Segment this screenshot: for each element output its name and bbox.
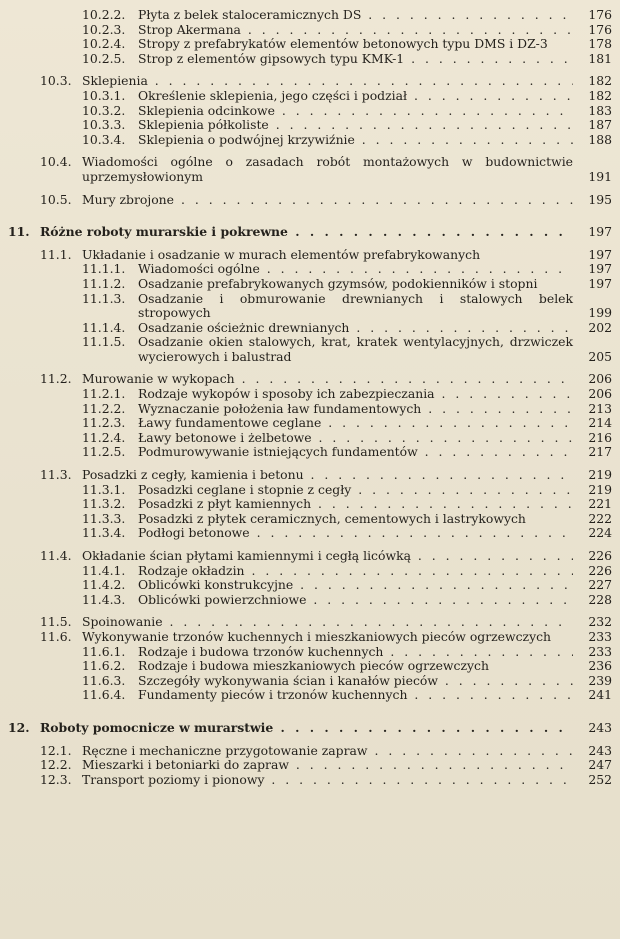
entry-page-number: 197 (588, 224, 612, 240)
entry-number: 11.1.2. (82, 275, 126, 291)
entry-number: 11.1. (40, 246, 72, 262)
entry-number: 11.4.2. (82, 577, 126, 593)
entry-number: 11.3.1. (82, 481, 126, 497)
entry-title: Stropy z prefabrykatów elementów betonowych typu DMS i DZ-3 (138, 36, 548, 52)
toc-subsection[interactable] (0, 335, 620, 364)
toc-subsection[interactable] (0, 483, 620, 498)
toc-subsection[interactable] (0, 659, 620, 674)
entry-number: 11.2.2. (82, 400, 126, 416)
entry-title: Strop z elementów gipsowych typu KMK-1 . . . (138, 52, 573, 67)
toc-chapter[interactable] (0, 721, 620, 736)
entry-page-number: 199 (588, 305, 612, 321)
entry-page-number: 197 (588, 275, 612, 291)
entry-title: Mieszarki i betoniarki do zapraw . . . (82, 758, 573, 773)
entry-number: 11.2.4. (82, 429, 126, 445)
entry-number: 10.2.4. (82, 36, 126, 52)
toc-subsection[interactable] (0, 52, 620, 67)
entry-title: Murowanie w wykopach . . . (82, 372, 573, 387)
entry-number: 11.6.2. (82, 658, 126, 674)
entry-number: 10.5. (40, 191, 72, 207)
toc-section[interactable] (0, 615, 620, 630)
section-gap (0, 364, 620, 372)
entry-page-number: 222 (588, 510, 612, 526)
entry-title: Określenie sklepienia, jego części i podział . . . (138, 89, 573, 104)
section-gap (0, 66, 620, 74)
entry-page-number: 214 (588, 415, 612, 431)
entry-page-number: 197 (588, 261, 612, 277)
entry-title: Wiadomości ogólne o zasadach robót montażowych w budownictwie uprzemysłowionym (82, 154, 573, 184)
entry-page-number: 182 (588, 73, 612, 89)
entry-page-number: 178 (588, 36, 612, 52)
entry-title: Układanie i osadzanie w murach elementów prefabrykowanych (82, 246, 481, 262)
entry-page-number: 252 (588, 771, 612, 787)
entry-number: 11.5. (40, 614, 72, 630)
toc-subsection[interactable] (0, 593, 620, 608)
entry-page-number: 176 (588, 21, 612, 37)
entry-number: 11.3. (40, 467, 72, 483)
entry-title: Różne roboty murarskie i pokrewne . . . (40, 225, 573, 240)
entry-title: Rodzaje i budowa mieszkaniowych pieców ogrzewczych (138, 658, 489, 674)
entry-number: 12.2. (40, 757, 72, 773)
entry-number: 11.1.1. (82, 261, 126, 277)
toc-subsection[interactable] (0, 262, 620, 277)
entry-title: Sklepienia . . . (82, 74, 573, 89)
entry-title: Strop Akermana . . . (138, 23, 573, 38)
entry-page-number: 182 (588, 87, 612, 103)
toc-section[interactable] (0, 468, 620, 483)
entry-title: Fundamenty pieców i trzonów kuchennych . . . (138, 688, 573, 703)
entry-number: 11.3.4. (82, 525, 126, 541)
entry-number: 12.1. (40, 742, 72, 758)
toc-section[interactable] (0, 74, 620, 89)
section-gap (0, 185, 620, 193)
entry-title: Ręczne i mechaniczne przygotowanie zapraw . . . (82, 744, 573, 759)
entry-number: 11.2.1. (82, 386, 126, 402)
entry-page-number: 206 (588, 386, 612, 402)
toc-chapter[interactable] (0, 225, 620, 240)
entry-title: Osadzanie i obmurowanie drewnianych i stalowych belek stropowych (138, 290, 573, 321)
entry-page-number: 224 (588, 525, 612, 541)
toc-subsection[interactable] (0, 104, 620, 119)
entry-page-number: 219 (588, 481, 612, 497)
toc-subsection[interactable] (0, 526, 620, 541)
entry-number: 11.3.3. (82, 510, 126, 526)
entry-page-number: 187 (588, 117, 612, 133)
entry-title: Spoinowanie . . . (82, 615, 573, 630)
entry-page-number: 243 (588, 742, 612, 758)
toc-section[interactable] (0, 549, 620, 564)
entry-page-number: 183 (588, 102, 612, 118)
entry-page-number: 202 (588, 319, 612, 335)
entry-title: Posadzki z płytek ceramicznych, cementowych i lastrykowych (138, 510, 526, 526)
entry-title: Płyta z belek staloceramicznych DS . . . (138, 8, 573, 23)
entry-title: Oblicówki powierzchniowe . . . (138, 593, 573, 608)
toc-section[interactable] (0, 155, 620, 184)
entry-title: Oblicówki konstrukcyjne . . . (138, 578, 573, 593)
entry-title: Rodzaje i budowa trzonów kuchennych . . . (138, 645, 573, 660)
section-gap (0, 703, 620, 721)
entry-number: 10.3. (40, 73, 72, 89)
toc-subsection[interactable] (0, 37, 620, 52)
section-gap (0, 541, 620, 549)
entry-number: 11.6. (40, 628, 72, 644)
entry-title: Mury zbrojone . . . (82, 193, 573, 208)
toc-subsection[interactable] (0, 564, 620, 579)
toc-subsection[interactable] (0, 416, 620, 431)
entry-title: Ławy betonowe i żelbetowe . . . (138, 431, 573, 446)
entry-number: 11.6.1. (82, 643, 126, 659)
toc-subsection[interactable] (0, 8, 620, 23)
entry-page-number: 243 (588, 719, 612, 735)
entry-page-number: 241 (588, 687, 612, 703)
toc-subsection[interactable] (0, 133, 620, 148)
entry-page-number: 232 (588, 614, 612, 630)
entry-number: 11.6.3. (82, 672, 126, 688)
entry-title: Wyznaczanie położenia ław fundamentowych . . . (138, 402, 573, 417)
toc-section[interactable] (0, 372, 620, 387)
entry-page-number: 217 (588, 444, 612, 460)
section-gap (0, 207, 620, 225)
entry-page-number: 191 (588, 168, 612, 184)
entry-number: 11.1.3. (82, 290, 126, 306)
entry-title: Transport poziomy i pionowy . . . (82, 773, 573, 788)
entry-page-number: 221 (588, 496, 612, 512)
entry-number: 11.4.3. (82, 591, 126, 607)
entry-page-number: 233 (588, 643, 612, 659)
entry-page-number: 226 (588, 562, 612, 578)
entry-title: Wiadomości ogólne . . . (138, 262, 573, 277)
section-gap (0, 460, 620, 468)
entry-title: Sklepienia o podwójnej krzywiźnie . . . (138, 133, 573, 148)
toc-subsection[interactable] (0, 445, 620, 460)
toc-subsection[interactable] (0, 118, 620, 133)
entry-number: 10.3.1. (82, 87, 126, 103)
toc-section[interactable] (0, 630, 620, 645)
entry-number: 10.3.3. (82, 117, 126, 133)
entry-title: Osadzanie prefabrykowanych gzymsów, podokienników i stopni (138, 275, 538, 291)
entry-number: 11.1.4. (82, 319, 126, 335)
entry-title: Posadzki z cegły, kamienia i betonu . . . (82, 468, 573, 483)
entry-title: Osadzanie ościeżnic drewnianych . . . (138, 321, 573, 336)
toc-section[interactable] (0, 744, 620, 759)
entry-page-number: 247 (588, 757, 612, 773)
toc-subsection[interactable] (0, 645, 620, 660)
entry-number: 11.6.4. (82, 687, 126, 703)
entry-number: 11. (8, 224, 30, 240)
entry-page-number: 205 (588, 348, 612, 364)
entry-number: 10.3.4. (82, 131, 126, 147)
toc-subsection[interactable] (0, 674, 620, 689)
toc-subsection[interactable] (0, 688, 620, 703)
entry-number: 10.3.2. (82, 102, 126, 118)
entry-title: Ławy fundamentowe ceglane . . . (138, 416, 573, 431)
entry-title: Podłogi betonowe . . . (138, 526, 573, 541)
entry-number: 11.3.2. (82, 496, 126, 512)
section-gap (0, 607, 620, 615)
entry-number: 11.2. (40, 371, 72, 387)
entry-number: 10.2.3. (82, 21, 126, 37)
toc-subsection[interactable] (0, 23, 620, 38)
entry-number: 11.1.5. (82, 334, 126, 350)
entry-title: Osadzanie okien stalowych, krat, kratek wentylacyjnych, drzwiczek wycierowych i balustrad (138, 334, 573, 364)
toc-subsection[interactable] (0, 387, 620, 402)
toc-section[interactable] (0, 193, 620, 208)
entry-title: Posadzki ceglane i stopnie z cegły . . . (138, 483, 573, 498)
toc-section[interactable] (0, 248, 620, 263)
toc-subsection[interactable] (0, 512, 620, 527)
entry-number: 11.4. (40, 548, 72, 563)
toc-subsection[interactable] (0, 497, 620, 512)
entry-page-number: 206 (588, 371, 612, 387)
entry-page-number: 233 (588, 628, 612, 644)
toc-subsection[interactable] (0, 431, 620, 446)
entry-page-number: 181 (588, 50, 612, 66)
table-of-contents (0, 8, 620, 787)
entry-page-number: 236 (588, 658, 612, 674)
entry-number: 12.3. (40, 771, 72, 787)
toc-subsection[interactable] (0, 578, 620, 593)
entry-title: Posadzki z płyt kamiennych . . . (138, 497, 573, 512)
entry-title: Sklepienia półkoliste . . . (138, 118, 573, 133)
section-gap (0, 736, 620, 744)
entry-title: Sklepienia odcinkowe . . . (138, 104, 573, 119)
entry-title: Roboty pomocnicze w murarstwie . . . (40, 721, 573, 736)
entry-page-number: 239 (588, 672, 612, 688)
entry-number: 10.2.5. (82, 50, 126, 66)
toc-subsection[interactable] (0, 321, 620, 336)
entry-title: Rodzaje wykopów i sposoby ich zabezpieczania . . . (138, 387, 573, 402)
entry-page-number: 228 (588, 591, 612, 607)
toc-subsection[interactable] (0, 292, 620, 321)
entry-page-number: 188 (588, 131, 612, 147)
toc-subsection[interactable] (0, 89, 620, 104)
entry-page-number: 213 (588, 400, 612, 416)
entry-title: Rodzaje okładzin . . . (138, 564, 573, 579)
entry-page-number: 227 (588, 577, 612, 593)
entry-number: 12. (8, 719, 30, 735)
entry-page-number: 219 (588, 467, 612, 483)
entry-title: Okładanie ścian płytami kamiennymi i cegłą licówką . . . (82, 549, 573, 564)
toc-subsection[interactable] (0, 402, 620, 417)
toc-section[interactable] (0, 758, 620, 773)
entry-page-number: 195 (588, 191, 612, 207)
entry-number: 10.2.2. (82, 7, 126, 22)
entry-number: 11.2.3. (82, 415, 126, 431)
entry-page-number: 216 (588, 429, 612, 445)
entry-page-number: 176 (588, 7, 612, 22)
entry-page-number: 226 (588, 548, 612, 563)
entry-number: 11.4.1. (82, 562, 126, 578)
entry-title: Podmurowywanie istniejących fundamentów . . . (138, 445, 573, 460)
entry-number: 10.4. (40, 154, 72, 170)
toc-section[interactable] (0, 773, 620, 788)
entry-number: 11.2.5. (82, 444, 126, 460)
entry-page-number: 197 (588, 246, 612, 262)
entry-title: Szczegóły wykonywania ścian i kanałów pieców . . . (138, 674, 573, 689)
entry-title: Wykonywanie trzonów kuchennych i mieszkaniowych pieców ogrzewczych (82, 628, 551, 644)
toc-subsection[interactable] (0, 277, 620, 292)
